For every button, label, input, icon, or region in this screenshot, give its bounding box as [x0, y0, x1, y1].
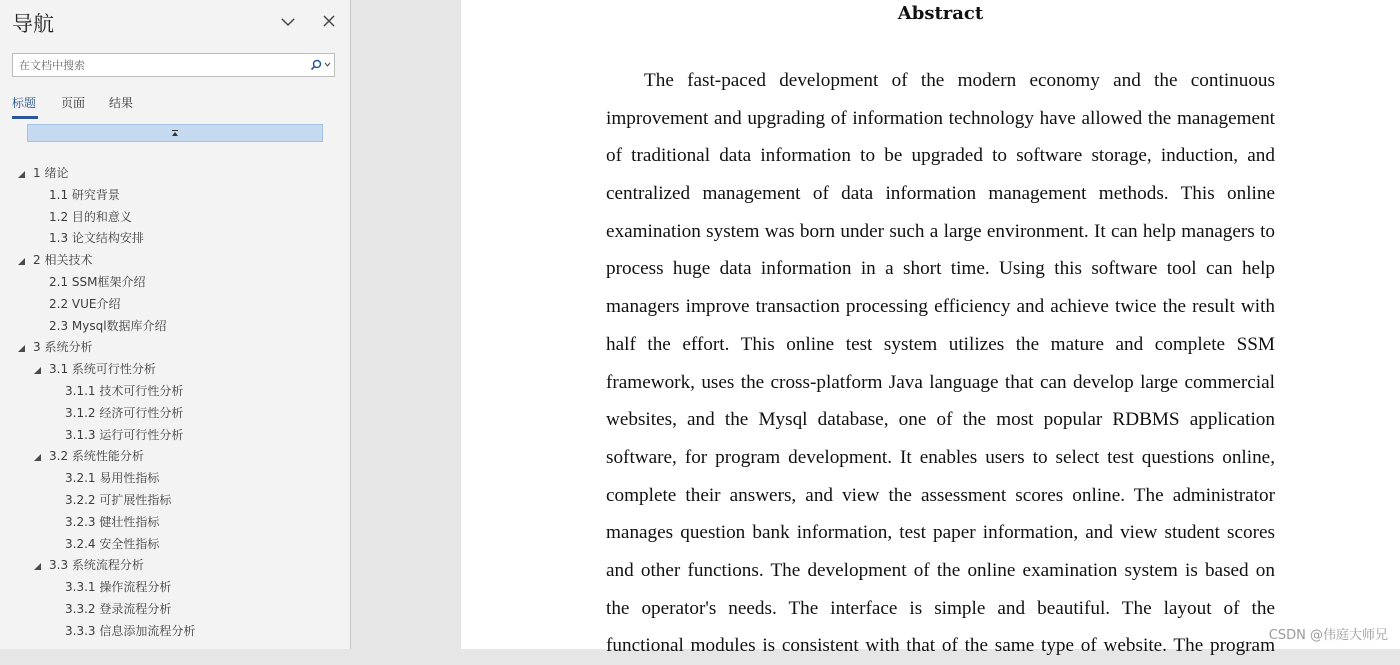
watermark: CSDN @伟庭大师兄 — [1268, 628, 1388, 643]
expand-triangle-icon[interactable] — [33, 366, 42, 375]
nav-heading-item[interactable] — [0, 316, 350, 338]
nav-heading-label: 3.2.1 易用性指标 — [65, 471, 160, 486]
close-icon — [320, 12, 338, 30]
search-button[interactable] — [306, 56, 334, 74]
nav-heading-label: 3.3.2 登录流程分析 — [65, 601, 172, 616]
nav-heading-item[interactable] — [0, 250, 350, 272]
paragraph-line: of traditional data information to be upgraded to software storage, induction, and — [606, 145, 1275, 167]
nav-heading-label: 3.2.4 安全性指标 — [65, 536, 160, 551]
nav-heading-label: 3.1 系统可行性分析 — [49, 362, 156, 377]
nav-heading-item[interactable] — [0, 534, 350, 556]
nav-heading-label: 1.3 论文结构安排 — [49, 231, 144, 246]
nav-heading-label: 3.2.2 可扩展性指标 — [65, 492, 172, 507]
nav-heading-item[interactable] — [0, 207, 350, 229]
tab-results[interactable]: 结果 — [109, 96, 134, 110]
expand-triangle-icon[interactable] — [33, 453, 42, 462]
nav-heading-item[interactable] — [0, 425, 350, 447]
paragraph-line: complete their answers, and view the assessment scores online. The administrator — [606, 484, 1275, 506]
expand-triangle-icon[interactable] — [17, 170, 26, 179]
abstract-heading: Abstract — [897, 3, 984, 24]
search-input[interactable] — [13, 54, 309, 76]
nav-heading-item[interactable] — [0, 337, 350, 359]
nav-options-button[interactable] — [278, 12, 298, 32]
search-icon — [306, 56, 334, 74]
paragraph-line: improvement and upgrading of information technology have allowed the management — [606, 107, 1275, 129]
nav-heading-item[interactable] — [0, 577, 350, 599]
nav-heading-label: 3 系统分析 — [33, 340, 93, 355]
paragraph-line: manages question bank information, test paper information, and view student scores — [606, 522, 1275, 544]
nav-heading-item[interactable] — [0, 359, 350, 381]
nav-heading-item[interactable] — [0, 163, 350, 185]
nav-heading-item[interactable] — [0, 446, 350, 468]
paragraph-line: websites, and the Mysql database, one of the most popular RDBMS application — [606, 409, 1275, 431]
nav-heading-item[interactable] — [0, 512, 350, 534]
nav-heading-label: 3.1.2 经济可行性分析 — [65, 405, 184, 420]
nav-heading-label: 3.3 系统流程分析 — [49, 558, 144, 573]
paragraph-line: the operator's needs. The interface is simple and beautiful. The layout of the — [606, 597, 1275, 619]
navigation-pane — [0, 0, 351, 649]
pane-gap — [351, 0, 461, 649]
nav-heading-label: 2.2 VUE介绍 — [49, 296, 121, 311]
nav-heading-item[interactable] — [0, 621, 350, 637]
nav-heading-label: 2.1 SSM框架介绍 — [49, 274, 146, 289]
document-page — [461, 0, 1400, 657]
scroll-to-top-button[interactable] — [27, 124, 323, 142]
search-box — [12, 53, 335, 77]
paragraph-line: functional modules is consistent with that of the same type of website. The program — [606, 635, 1275, 657]
nav-heading-item[interactable] — [0, 555, 350, 577]
nav-heading-item[interactable] — [0, 272, 350, 294]
paragraph-line: examination system was born under such a large environment. It can help managers to — [606, 220, 1275, 242]
paragraph-line: half the effort. This online test system utilizes the mature and complete SSM — [606, 333, 1275, 355]
expand-triangle-icon[interactable] — [17, 344, 26, 353]
nav-heading-label: 1.1 研究背景 — [49, 187, 120, 202]
nav-heading-label: 3.2.3 健壮性指标 — [65, 514, 160, 529]
paragraph-line: software, for program development. It enables users to select test questions online, — [606, 446, 1275, 468]
nav-heading-label: 3.2 系统性能分析 — [49, 449, 144, 464]
headings-tree — [0, 163, 350, 637]
nav-heading-label: 2.3 Mysql数据库介绍 — [49, 318, 167, 333]
tab-pages[interactable]: 页面 — [61, 96, 86, 110]
tab-headings[interactable]: 标题 — [12, 96, 37, 110]
nav-heading-item[interactable] — [0, 468, 350, 490]
nav-heading-item[interactable] — [0, 403, 350, 425]
paragraph-line: framework, uses the cross-platform Java language that can develop large commercial — [606, 371, 1275, 393]
collapse-up-icon — [171, 129, 179, 137]
nav-heading-label: 3.1.1 技术可行性分析 — [65, 383, 184, 398]
nav-heading-item[interactable] — [0, 294, 350, 316]
paragraph-line: process huge data information in a short time. Using this software tool can help — [606, 258, 1275, 280]
paragraph-line: The fast-paced development of the modern economy and the continuous — [644, 70, 1275, 91]
nav-heading-label: 3.3.1 操作流程分析 — [65, 580, 172, 595]
nav-title: 导航 — [12, 12, 54, 36]
nav-heading-item[interactable] — [0, 381, 350, 403]
nav-heading-label: 1 绪论 — [33, 166, 69, 180]
expand-triangle-icon[interactable] — [17, 257, 26, 266]
nav-heading-item[interactable] — [0, 228, 350, 250]
nav-heading-item[interactable] — [0, 490, 350, 512]
nav-heading-item[interactable] — [0, 599, 350, 621]
paragraph-line: centralized management of data information management methods. This online — [606, 183, 1275, 205]
nav-heading-label: 1.2 目的和意义 — [49, 209, 132, 224]
close-nav-button[interactable] — [320, 12, 338, 30]
nav-heading-item[interactable] — [0, 185, 350, 207]
abstract-body — [606, 62, 1275, 665]
nav-heading-label: 2 相关技术 — [33, 253, 93, 268]
paragraph-line: and other functions. The development of the online examination system is based on — [606, 559, 1275, 581]
expand-triangle-icon[interactable] — [33, 562, 42, 571]
active-tab-indicator — [12, 116, 38, 119]
chevron-down-icon — [278, 12, 298, 32]
nav-heading-label: 3.3.3 信息添加流程分析 — [65, 623, 196, 637]
paragraph-line: managers improve transaction processing efficiency and achieve twice the result with — [606, 296, 1275, 318]
nav-heading-label: 3.1.3 运行可行性分析 — [65, 427, 184, 442]
